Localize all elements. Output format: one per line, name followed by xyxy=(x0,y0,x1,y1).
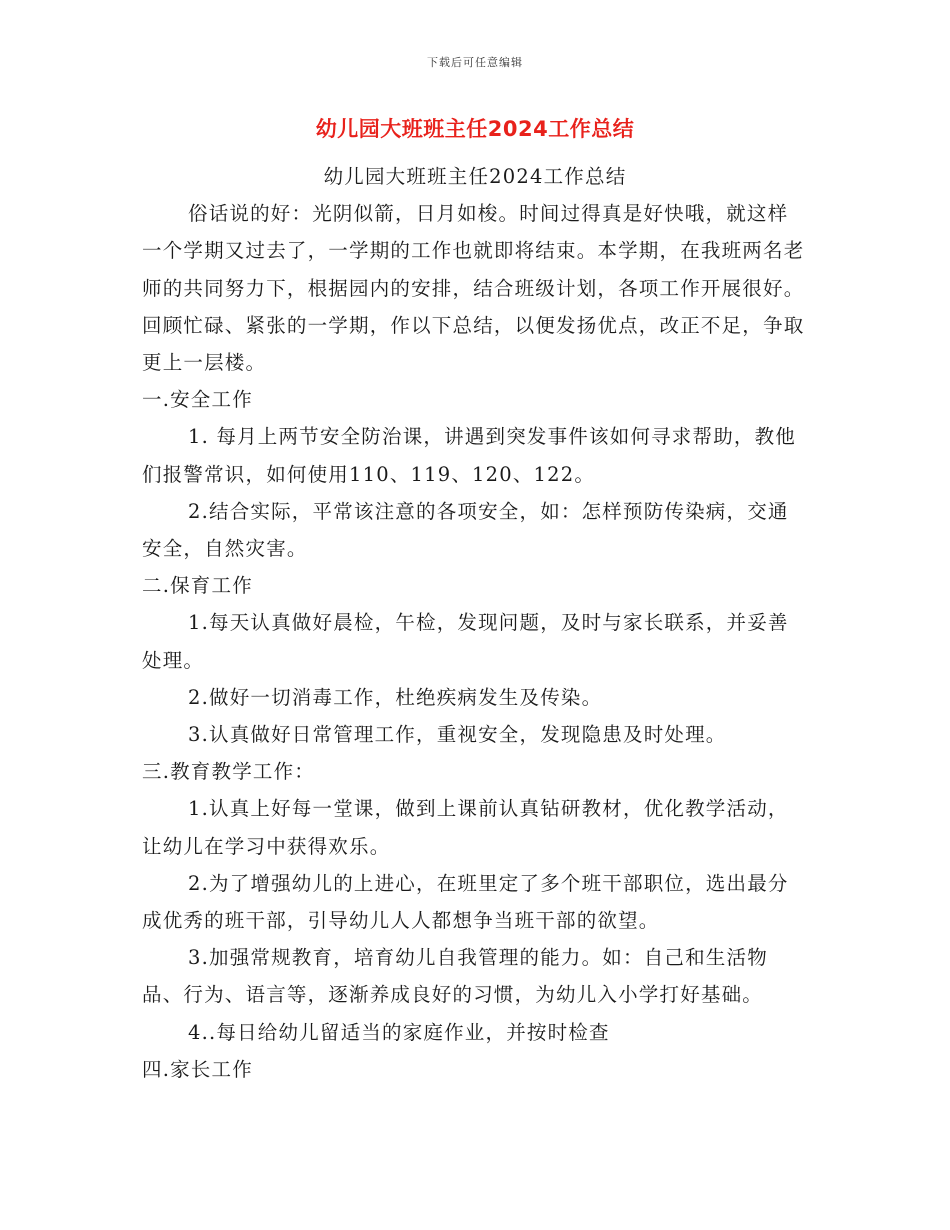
teaching-item-1: 1.认真上好每一堂课，做到上课前认真钻研教材，优化教学活动，让幼儿在学习中获得欢乐。 xyxy=(142,797,789,858)
teaching-item-4: 4..每日给幼儿留适当的家庭作业，并按时检查 xyxy=(188,1020,610,1044)
document-subtitle: 幼儿园大班班主任2024工作总结 xyxy=(323,165,627,188)
section-heading-safety: 一.安全工作 xyxy=(142,388,253,412)
section-heading-parents: 四.家长工作 xyxy=(142,1057,253,1081)
teaching-item-3: 3.加强常规教育，培育幼儿自我管理的能力。如：自己和生活物品、行为、语言等，逐渐养成良好的习惯，为幼儿入小学打好基础。 xyxy=(142,946,768,1007)
header-note: 下载后可任意编辑 xyxy=(427,56,523,69)
care-item-1: 1.每天认真做好晨检，午检，发现问题，及时与家长联系，并妥善处理。 xyxy=(142,611,789,672)
care-item-2: 2.做好一切消毒工作，杜绝疾病发生及传染。 xyxy=(188,685,603,709)
section-heading-teaching: 三.教育教学工作： xyxy=(142,760,315,784)
teaching-item-2: 2.为了增强幼儿的上进心，在班里定了多个班干部职位，选出最分成优秀的班干部，引导幼儿人人都想争当班干部的欲望。 xyxy=(142,871,789,933)
care-item-3: 3.认真做好日常管理工作，重视安全，发现隐患及时处理。 xyxy=(188,723,727,747)
document-body xyxy=(142,158,808,1088)
safety-item-1: 1. 每月上两节安全防治课，讲遇到突发事件该如何寻求帮助，教他们报警常识，如何使用110、119、120、122。 xyxy=(142,425,797,486)
intro-paragraph: 俗话说的好：光阴似箭，日月如梭。时间过得真是好快哦，就这样一个学期又过去了，一学期的工作也就即将结束。本学期，在我班两名老师的共同努力下，根据园内的安排，结合班级计划，各项工作开展很好。回顾忙碌、紧张的一学期，作以下总结，以便发扬优点，改正不足，争取更上一层楼。 xyxy=(142,202,805,375)
safety-item-2: 2.结合实际，平常该注意的各项安全，如：怎样预防传染病，交通安全，自然灾害。 xyxy=(142,499,789,561)
section-heading-care: 二.保育工作 xyxy=(142,574,253,598)
document-title: 幼儿园大班班主任2024工作总结 xyxy=(315,117,635,141)
